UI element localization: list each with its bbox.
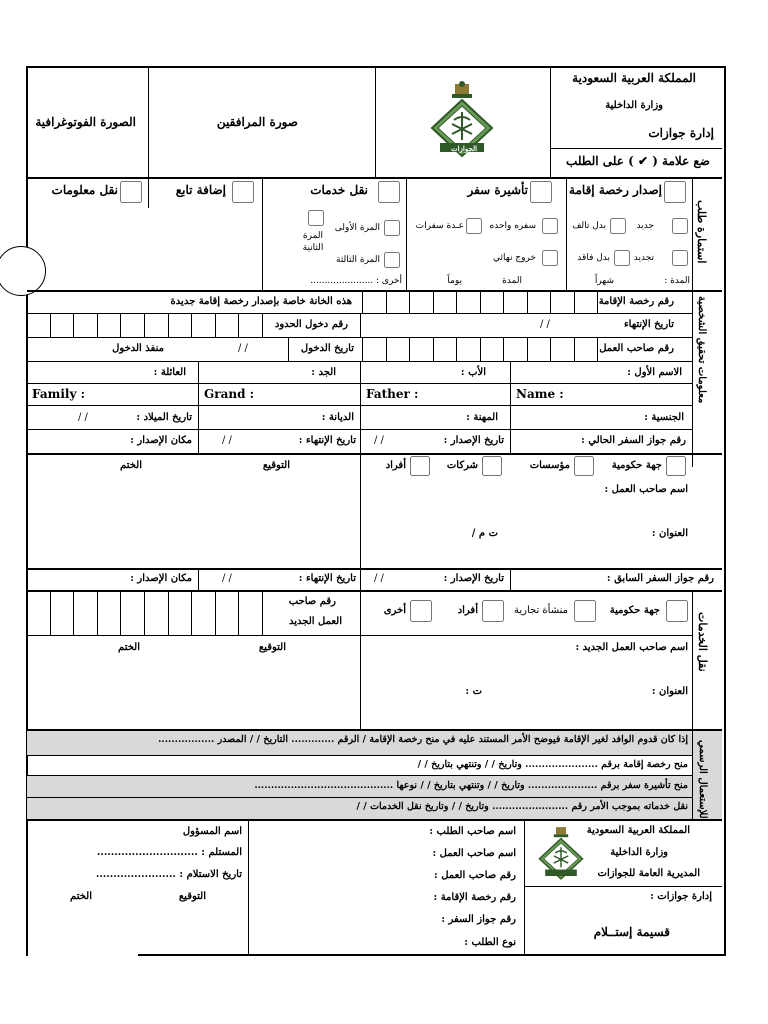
visa-final-exit-label: خروج نهائي bbox=[493, 253, 536, 263]
transfer-third-checkbox[interactable] bbox=[384, 252, 400, 268]
receipt-passport-no: رقم جواز السفر : bbox=[441, 914, 516, 925]
iqama-months-label: شهراً bbox=[594, 276, 614, 286]
issue-date-slashes[interactable]: / / bbox=[374, 435, 384, 446]
transfer-individuals-checkbox[interactable] bbox=[482, 600, 504, 622]
first-name-label: الاسم الأول : bbox=[627, 367, 682, 378]
photo-label: الصورة الفوتوغرافية bbox=[35, 115, 136, 129]
prev-issue-place-label: مكان الإصدار : bbox=[130, 573, 192, 584]
visa-duration-label: المدة bbox=[502, 276, 522, 286]
receipt-employer-no: رقم صاحب العمل : bbox=[434, 870, 516, 881]
signature-label: التوقيع bbox=[262, 460, 290, 471]
family-en-label: Family : bbox=[32, 387, 86, 401]
po-label: ت م / bbox=[471, 528, 498, 539]
father-label: الأب : bbox=[460, 367, 486, 378]
visa-multiple-checkbox[interactable] bbox=[466, 218, 482, 234]
stamp-label: الختم bbox=[120, 460, 142, 471]
service-add-dependent-label: إضافة تابع bbox=[175, 183, 226, 197]
employer-no-label: رقم صاحب العمل bbox=[599, 343, 674, 354]
receipt-applicant: اسم صاحب الطلب : bbox=[429, 826, 516, 837]
transfer-address-label: العنوان : bbox=[651, 686, 688, 697]
service-iqama-checkbox[interactable] bbox=[664, 181, 686, 203]
official-line4: نقل خدماته بموجب الأمر رقم ....................... وتاريخ / / وتاريخ نقل الخدمات / / bbox=[356, 801, 688, 812]
ministry-name: وزارة الداخلية bbox=[605, 100, 663, 111]
name-en-label: Name : bbox=[516, 387, 564, 401]
receipt-title: قسيمة إستــلام bbox=[593, 925, 670, 939]
transfer-second-label: المرة الثانية bbox=[302, 231, 324, 253]
visa-single-label: سفره واحده bbox=[489, 221, 536, 231]
receipt-officer: اسم المسؤول bbox=[182, 826, 242, 837]
service-add-dependent-checkbox[interactable] bbox=[232, 181, 254, 203]
expiry-label: تاريخ الإنتهاء bbox=[623, 319, 674, 330]
employer-no-cells[interactable] bbox=[362, 337, 598, 361]
mark-instruction: ضع علامة ( ✔ ) على الطلب bbox=[566, 154, 710, 168]
family-label: العائلة : bbox=[153, 367, 186, 378]
visa-final-exit-checkbox[interactable] bbox=[542, 250, 558, 266]
iqama-duration-label: المدة : bbox=[664, 276, 690, 286]
iqama-renew-label: تجديد bbox=[633, 253, 654, 263]
transfer-third-label: المرة الثالثة bbox=[336, 255, 380, 265]
receipt-request-type: نوع الطلب : bbox=[464, 937, 516, 948]
new-employer-no-cells[interactable] bbox=[27, 591, 263, 635]
country-name: المملكة العربية السعودية bbox=[572, 71, 696, 85]
expiry-date-slashes[interactable]: / / bbox=[540, 319, 550, 330]
expiry-date2-slashes[interactable]: / / bbox=[222, 435, 232, 446]
iqama-lost-checkbox[interactable] bbox=[614, 250, 630, 266]
receipt-directorate: المديرية العامة للجوازات bbox=[597, 868, 700, 879]
iqama-new-checkbox[interactable] bbox=[672, 218, 688, 234]
service-visa-label: تأشيرة سفر bbox=[467, 183, 528, 197]
iqama-no-cells[interactable] bbox=[362, 291, 598, 313]
passport-no-label: رقم جواز السفر الحالي : bbox=[581, 435, 686, 446]
transfer-other-checkbox[interactable] bbox=[410, 600, 432, 622]
grand-en-label: Grand : bbox=[204, 387, 255, 401]
profession-label: المهنة : bbox=[466, 412, 498, 423]
entry-date-slashes[interactable]: / / bbox=[238, 343, 248, 354]
transfer-po-label: ت : bbox=[465, 686, 482, 697]
transfer-commercial-label: منشأة تجارية bbox=[513, 605, 568, 616]
visa-days-label: يوماً bbox=[447, 276, 462, 286]
personal-info-label: معلومات تحقيق الشخصية bbox=[696, 296, 707, 404]
iqama-new-label: جديد bbox=[636, 221, 654, 231]
employer-individuals-checkbox[interactable] bbox=[410, 456, 430, 476]
transfer-first-label: المرة الأولى bbox=[334, 223, 380, 233]
grand-label: الجد : bbox=[311, 367, 336, 378]
employer-companies-checkbox[interactable] bbox=[482, 456, 502, 476]
transfer-gov-checkbox[interactable] bbox=[666, 600, 688, 622]
receipt-emblem-icon bbox=[538, 824, 584, 882]
iqama-lost-label: بدل فاقد bbox=[577, 253, 610, 263]
prev-expiry-label: تاريخ الإنتهاء : bbox=[298, 573, 356, 584]
employer-gov-checkbox[interactable] bbox=[666, 456, 686, 476]
issue-date-label: تاريخ الإصدار : bbox=[443, 435, 504, 446]
official-line3: منح تأشيرة سفر برقم ..................... وتاريخ / / وتنتهي بتاريخ / / نوعها .......................................... bbox=[254, 780, 688, 791]
service-iqama-label: إصدار رخصة إقامة bbox=[569, 183, 662, 197]
iqama-damaged-label: بدل تالف bbox=[572, 221, 606, 231]
transfer-commercial-checkbox[interactable] bbox=[574, 600, 596, 622]
receipt-iqama-no: رقم رخصة الإقامة : bbox=[433, 892, 516, 903]
border-no-label: رقم دخول الحدود bbox=[274, 319, 348, 330]
religion-label: الديانة : bbox=[321, 412, 354, 423]
official-line1: إذا كان قدوم الوافد لغير الإقامة فيوضح الأمر المستند عليه في منح رخصة الإقامة / الرقم ............. التاريخ / / المصدر ................. bbox=[158, 734, 688, 745]
department-name: إدارة جوازات bbox=[648, 126, 714, 140]
father-en-label: Father : bbox=[366, 387, 419, 401]
prev-expiry-slashes[interactable]: / / bbox=[222, 573, 232, 584]
employer-institutions-label: مؤسسات bbox=[529, 460, 570, 471]
prev-passport-label: رقم جواز السفر السابق : bbox=[606, 573, 714, 584]
birth-date-label: تاريخ الميلاد : bbox=[136, 412, 192, 423]
transfer-section-label: نقل الخدمات bbox=[696, 612, 709, 672]
prev-issue-date-slashes[interactable]: / / bbox=[374, 573, 384, 584]
receipt-ministry: وزارة الداخلية bbox=[610, 847, 668, 858]
birth-date-slashes[interactable]: / / bbox=[78, 412, 88, 423]
request-form-label: استمارة طلب bbox=[695, 200, 708, 264]
transfer-second-checkbox[interactable] bbox=[308, 210, 324, 226]
transfer-gov-label: جهة حكومية bbox=[609, 605, 660, 616]
official-use-label: للإستعمال الرسمي bbox=[697, 740, 708, 819]
service-transfer-checkbox[interactable] bbox=[378, 181, 400, 203]
entry-port-label: منفذ الدخول bbox=[112, 343, 164, 354]
employer-name-label: اسم صاحب العمل : bbox=[604, 484, 688, 495]
issue-place-label: مكان الإصدار : bbox=[130, 435, 192, 446]
companions-photo-label: صورة المرافقين bbox=[216, 115, 298, 129]
employer-individuals-label: أفراد bbox=[385, 460, 406, 471]
new-employer-name-label: اسم صاحب العمل الجديد : bbox=[575, 642, 688, 653]
other-label: أخرى : ...................... bbox=[310, 276, 402, 286]
border-no-cells[interactable] bbox=[27, 313, 263, 337]
prev-issue-date-label: تاريخ الإصدار : bbox=[443, 573, 504, 584]
service-visa-checkbox[interactable] bbox=[530, 181, 552, 203]
receipt-country: المملكة العربية السعودية bbox=[586, 825, 690, 836]
receipt-employer: اسم صاحب العمل : bbox=[432, 848, 516, 859]
expiry-date-label: تاريخ الإنتهاء : bbox=[298, 435, 356, 446]
transfer-signature-label: التوقيع bbox=[258, 642, 286, 653]
official-line2: منح رخصة إقامة برقم ...................... وتاريخ / / وتنتهي بتاريخ / / bbox=[417, 759, 688, 770]
receipt-signature: التوقيع bbox=[178, 891, 206, 902]
visa-multiple-label: عـدة سفرات bbox=[415, 221, 464, 231]
receipt-logo bbox=[538, 824, 584, 882]
employer-companies-label: شركات bbox=[446, 460, 478, 471]
new-employer-no-label2: العمل الجديد bbox=[288, 616, 342, 627]
receipt-department: إدارة جوازات : bbox=[650, 891, 712, 902]
receipt-receiver: المستلم : ............................. bbox=[96, 847, 242, 858]
entry-date-label: تاريخ الدخول bbox=[300, 343, 354, 354]
frame-bottom bbox=[138, 954, 724, 956]
passports-logo bbox=[430, 80, 494, 160]
iqama-damaged-checkbox[interactable] bbox=[610, 218, 626, 234]
transfer-other-label: أخرى bbox=[383, 605, 406, 616]
employer-institutions-checkbox[interactable] bbox=[574, 456, 594, 476]
employer-gov-label: جهة حكومية bbox=[611, 460, 662, 471]
transfer-individuals-label: أفراد bbox=[457, 605, 478, 616]
service-transfer-info-label: نقل معلومات bbox=[51, 183, 118, 197]
logo-text: الجوازات bbox=[451, 144, 478, 153]
iqama-renew-checkbox[interactable] bbox=[672, 250, 688, 266]
service-transfer-label: نقل خدمات bbox=[310, 183, 368, 197]
receipt-stamp: الختم bbox=[70, 891, 92, 902]
new-iqama-note: هذه الخانة خاصة بإصدار رخصة إقامة جديدة bbox=[170, 296, 352, 307]
visa-single-checkbox[interactable] bbox=[542, 218, 558, 234]
transfer-first-checkbox[interactable] bbox=[384, 220, 400, 236]
address-label: العنوان : bbox=[651, 528, 688, 539]
iqama-no-label: رقم رخصة الإقامة bbox=[598, 296, 674, 307]
transfer-stamp-label: الختم bbox=[118, 642, 140, 653]
new-employer-no-label: رقم صاحب bbox=[288, 596, 336, 607]
nationality-label: الجنسية : bbox=[644, 412, 684, 423]
receipt-date: تاريخ الاستلام : ....................... bbox=[95, 869, 242, 880]
service-transfer-info-checkbox[interactable] bbox=[120, 181, 142, 203]
